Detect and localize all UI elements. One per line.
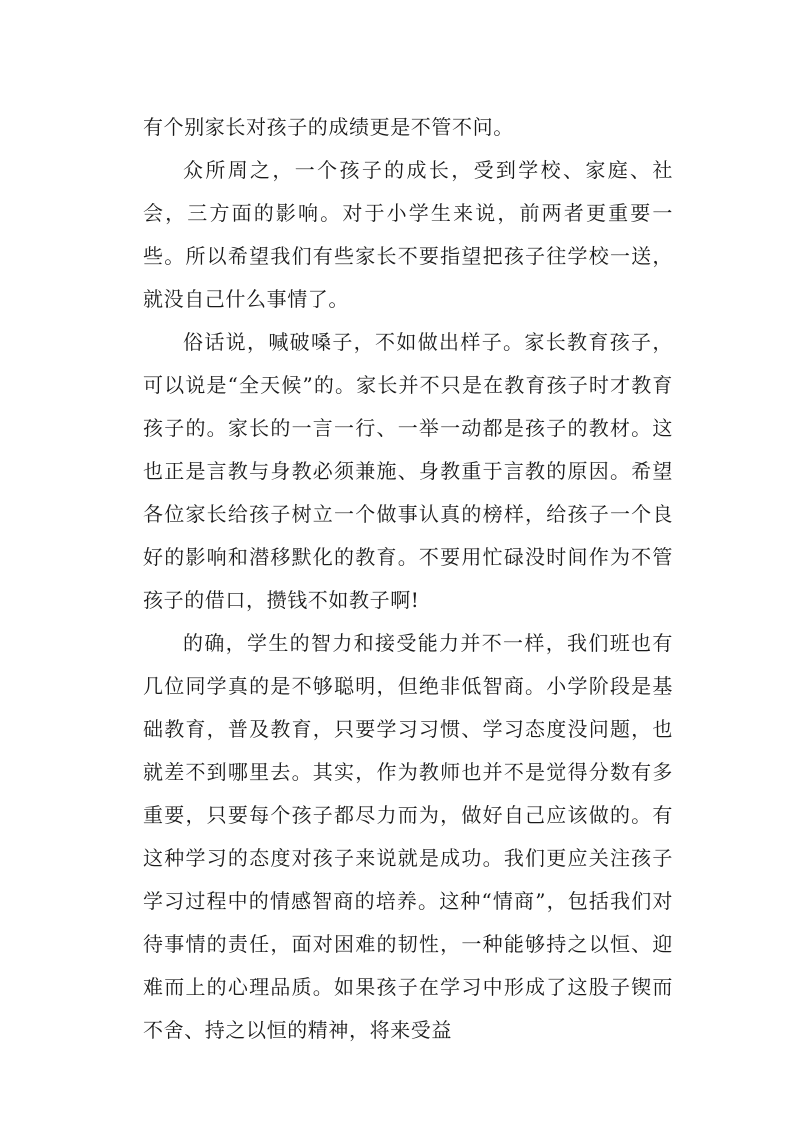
paragraph-2: 众所周之，一个孩子的成长，受到学校、家庭、社会，三方面的影响。对于小学生来说，前两者更重要一些。所以希望我们有些家长不要指望把孩子往学校一送，就没自己什么事情了。 bbox=[143, 158, 673, 311]
paragraph-3: 俗话说，喊破嗓子，不如做出样子。家长教育孩子，可以说是“全天候”的。家长并不只是在教育孩子时才教育孩子的。家长的一言一行、一举一动都是孩子的教材。这也正是言教与身教必须兼施、身教重于言教的原因。希望各位家长给孩子树立一个做事认真的榜样，给孩子一个良好的影响和潜移默化的教育。不要用忙碌没时间作为不管孩子的借口，攒钱不如教子啊! bbox=[143, 330, 673, 612]
paragraph-1: 有个别家长对孩子的成绩更是不管不问。 bbox=[143, 115, 514, 139]
body-text bbox=[143, 106, 673, 1052]
paragraph-4: 的确，学生的智力和接受能力并不一样，我们班也有几位同学真的是不够聪明，但绝非低智商。小学阶段是基础教育，普及教育，只要学习习惯、学习态度没问题，也就差不到哪里去。其实，作为教师也并不是觉得分数有多重要，只要每个孩子都尽力而为，做好自己应该做的。有这种学习的态度对孩子来说就是成功。我们更应关注孩子学习过程中的情感智商的培养。这种“情商”，包括我们对待事情的责任，面对困难的韧性，一种能够持之以恒、迎难而上的心理品质。如果孩子在学习中形成了这股子锲而不舍、持之以恒的精神，将来受益 bbox=[143, 631, 673, 1042]
